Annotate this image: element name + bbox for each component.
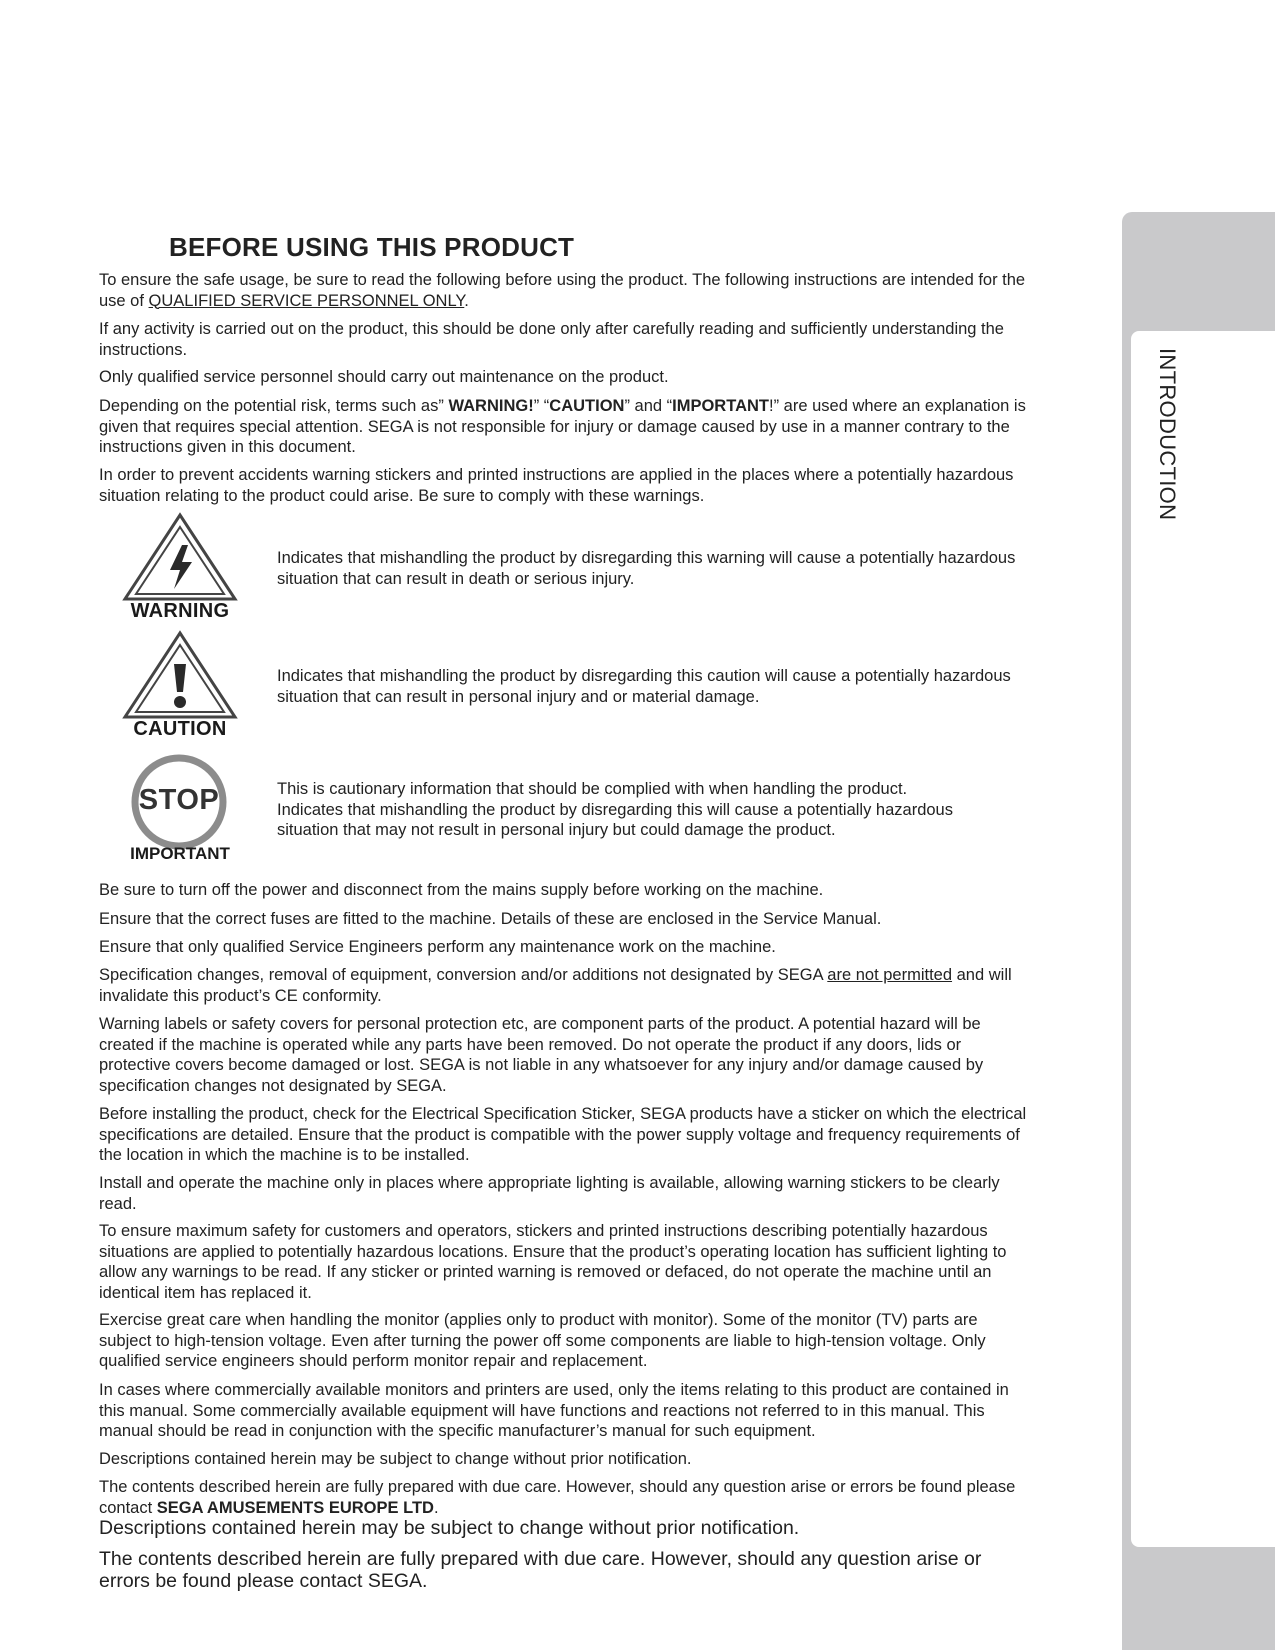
intro-paragraph-1: To ensure the safe usage, be sure to read the following before using the product. The following instructions are intended for the use of QUALIFIED SERVICE PERSONNEL ONLY. [99,271,1026,310]
high-voltage-triangle-icon [120,512,240,604]
caution-description: Indicates that mishandling the product by disregarding this caution will cause a potentially hazardous situation that can result in personal injury and or material damage. [277,667,1011,706]
caution-symbol [120,630,240,742]
intro-paragraph-4: Depending on the potential risk, terms such as” WARNING!” “CAUTION” and “IMPORTANT!” are used where an explanation is given that requires special attention. SEGA is not responsible for injury or damage caused by use in a manner contrary to the instructions given in this document. [99,397,1026,456]
page-title: BEFORE USING THIS PRODUCT [169,232,575,262]
important-description: This is cautionary information that should be complied with when handling the product. Indicates that mishandling the product by disregarding this will cause a potentially hazardous situation that may not result in personal injury but could damage the product. [277,780,953,839]
section-tab-label: INTRODUCTION [1155,348,1180,521]
rule-change-notice-large: Descriptions contained herein may be subject to change without prior notification. [99,1517,800,1539]
rule-electrical-spec: Before installing the product, check for the Electrical Specification Sticker, SEGA products have a sticker on which the electrical specifications are detailed. Ensure that the product is compatible with the power supply voltage and frequency requirements of the location in which the machine is to be installed. [99,1105,1027,1164]
rule-fuses: Ensure that the correct fuses are fitted to the machine. Details of these are enclosed in the Service Manual. [99,910,882,928]
caution-label: CAUTION [133,718,227,740]
important-symbol [120,752,240,864]
qualified-personnel-emphasis: QUALIFIED SERVICE PERSONNEL ONLY [148,291,465,310]
warning-label: WARNING [130,600,230,622]
exclamation-triangle-icon [120,630,240,722]
rule-warning-labels: Warning labels or safety covers for personal protection etc, are component parts of the product. A potential hazard will be created if the machine is operated while any parts have been removed. Do not operate the product if any doors, lids or protective covers become damaged or lost. SEGA is not liable in any whatsoever for any injury and/or damage caused by specification changes not designated by SEGA. [99,1015,984,1095]
rule-power-off: Be sure to turn off the power and disconnect from the mains supply before working on the machine. [99,881,824,899]
rule-stickers: To ensure maximum safety for customers and operators, stickers and printed instructions describing potentially hazardous situations are applied to potentially hazardous locations. Ensure that the product’s operating location has sufficient lighting to allow any warnings to be read. If any sticker or printed warning is removed or defaced, do not operate the machine until an identical item has replaced it. [99,1222,1007,1302]
warning-symbol [120,512,240,624]
side-tab-inner [1131,331,1275,1547]
stop-sign-text: STOP [138,784,220,816]
stop-sign-icon [131,754,227,850]
intro-paragraph-5: In order to prevent accidents warning stickers and printed instructions are applied in the places where a potentially hazardous situation relating to the product could arise. Be sure to comply with these warnings. [99,466,1014,505]
intro-paragraph-3: Only qualified service personnel should carry out maintenance on the product. [99,368,669,386]
rule-contact-large: The contents described herein are fully prepared with due care. However, should any question arise or errors be found please contact SEGA. [99,1548,982,1592]
warning-description: Indicates that mishandling the product by disregarding this warning will cause a potentially hazardous situation that can result in death or serious injury. [277,549,1016,588]
intro-paragraph-2: If any activity is carried out on the product, this should be done only after carefully reading and sufficiently understanding the instructions. [99,320,1004,359]
important-label: IMPORTANT [130,844,230,863]
rule-contact: The contents described herein are fully prepared with due care. However, should any question arise or errors be found please contact SEGA AMUSEMENTS EUROPE LTD. [99,1478,1016,1517]
rule-change-notice: Descriptions contained herein may be subject to change without prior notification. [99,1450,692,1468]
rule-lighting: Install and operate the machine only in places where appropriate lighting is available, allowing warning stickers to be clearly read. [99,1174,1000,1213]
rule-monitor: Exercise great care when handling the monitor (applies only to product with monitor). Some of the monitor (TV) parts are subject to high-tension voltage. Even after turning the power off some components are liable to high-tension voltage. Only qualified service engineers should perform monitor repair and replacement. [99,1311,986,1370]
rule-qualified-engineers: Ensure that only qualified Service Engineers perform any maintenance work on the machine. [99,938,776,956]
rule-specification-changes: Specification changes, removal of equipment, conversion and/or additions not designated by SEGA are not permitted and will invalidate this product’s CE conformity. [99,966,1012,1005]
rule-commercial-equipment: In cases where commercially available monitors and printers are used, only the items relating to this product are contained in this manual. Some commercially available equipment will have functions and reactions not referred to in this manual. This manual should be read in conjunction with the specific manufacturer’s manual for such equipment. [99,1381,1009,1440]
